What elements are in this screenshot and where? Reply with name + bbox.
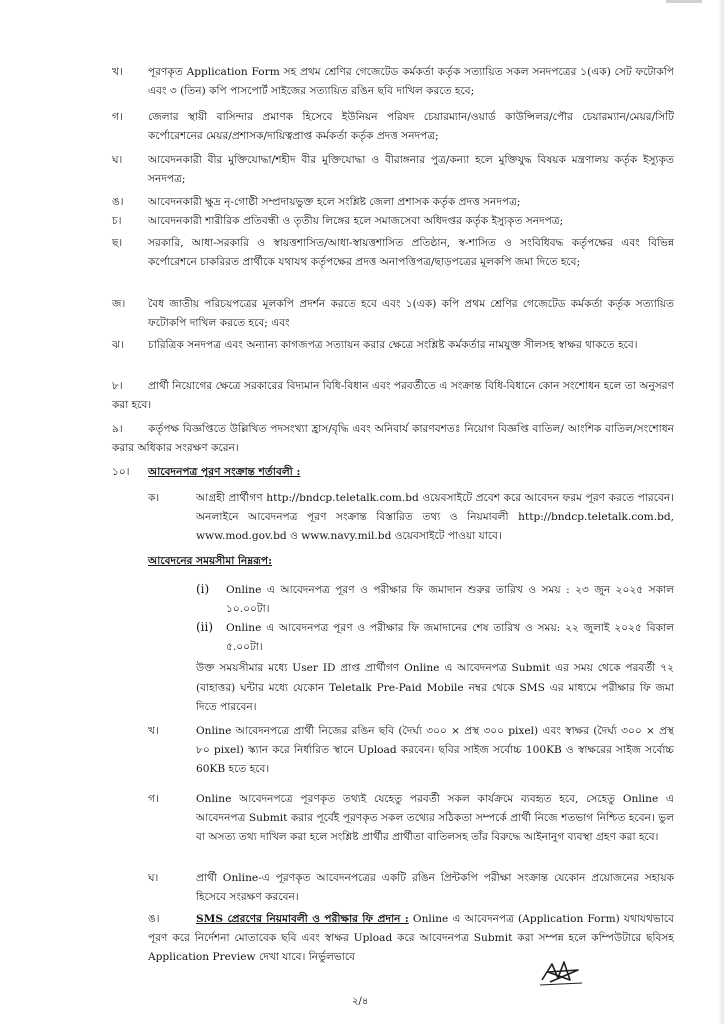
section-10-number: ১০। [112, 466, 130, 478]
page-number: ২/৪ [352, 996, 369, 1007]
item-cha-label: চ। [112, 215, 122, 227]
signature-mark [538, 958, 584, 988]
section-10-uma-label: ঙ। [148, 913, 160, 925]
section-10-gha-text: প্রার্থী Online-এ পূরণকৃত আবেদনপত্রের একটি রঙিন প্রিন্টকপি পরীক্ষা সংক্রান্ত যেকোন প্রয়োজনের সহায়ক হিসেবে সংরক্ষণ করবেন। [196, 872, 674, 903]
sms-rules-text: Online এ আবেদনপত্র (Application Form) যথাযথভাবে পূরণ করে নির্দেশনা মোতাবেক ছবি এবং স্বাক্ষর Upload করে আবেদনপত্র Submit করা সম্পন্ন হলে কম্পিউটারে ছবিসহ Application Preview দেখা যাবে। নির্ভুলভাবে [148, 913, 674, 963]
section-10-gha-label: ঘ। [148, 872, 159, 884]
time-item-1-label: (i) [196, 582, 210, 596]
page-edge-shadow [718, 0, 724, 1024]
item-cha-text: আবেদনকারী শারীরিক প্রতিবন্ধী ও তৃতীয় লিঙ্গের হলে সমাজসেবা অধিদপ্তর কর্তৃক ইস্যুকৃত সনদপত্র; [148, 215, 564, 227]
section-8-number: ৮। [112, 380, 123, 392]
item-jha-text: চারিত্রিক সনদপত্র এবং অন্যান্য কাগজপত্র সত্যায়ন করার ক্ষেত্রে সংশ্লিষ্ট কর্মকর্তার নামযুক্ত সীলসহ স্বাক্ষর থাকতে হবে। [148, 339, 638, 351]
section-10-heading: আবেদনপত্র পূরণ সংক্রান্ত শর্তাবলী : [148, 466, 301, 478]
section-10-ga-text: Online আবেদনপত্রে পূরণকৃত তথ্যই যেহেতু পরবর্তী সকল কার্যক্রমে ব্যবহৃত হবে, সেহেতু Online এ আবেদনপত্র Submit করার পূর্বেই পূরণকৃত সকল তথ্যের সঠিকতা সম্পর্কে প্রার্থী নিজে শতভাগ নিশ্চিত হবেন। ভুল বা অসত্য তথ্য দাখিল করা হলে সংশ্লিষ্ট প্রার্থীর প্রার্থীতা বাতিলসহ তাঁর বিরুদ্ধে আইনানুগ ব্যবস্থা গ্রহণ করা হবে। [196, 793, 674, 843]
section-10-ga-label: গ। [148, 793, 159, 805]
time-item-2-label: (ii) [196, 620, 214, 634]
item-kha-label: খ। [112, 66, 123, 78]
time-item-1-text: Online এ আবেদনপত্র পূরণ ও পরীক্ষার ফি জমাদান শুরুর তারিখ ও সময় : ২৩ জুন ২০২৫ সকাল ১০.০০টা। [226, 584, 674, 615]
section-9-text: কর্তৃপক্ষ বিজ্ঞপ্তিতে উল্লিখিত পদসংখ্যা হ্রাস/বৃদ্ধি এবং অনিবার্য কারণবশতঃ নিয়োগ বিজ্ঞপ্তি বাতিল/ আংশিক বাতিল/সংশোধন করার অধিকার সংরক্ষণ করেন। [112, 423, 674, 454]
item-gha-text: আবেদনকারী বীর মুক্তিযোদ্ধা/শহীদ বীর মুক্তিযোদ্ধা ও বীরাঙ্গনার পুত্র/কন্যা হলে মুক্তিযুদ্ধ বিষয়ক মন্ত্রণালয় কর্তৃক ইস্যুকৃত সনদপত্র; [148, 154, 674, 185]
item-chha-label: ছ। [112, 237, 123, 249]
section-10-ka-label: ক। [148, 492, 160, 504]
section-10-kha-text: Online আবেদনপত্রে প্রার্থী নিজের রঙিন ছবি (দৈর্ঘ্য ৩০০ × প্রস্থ ৩০০ pixel) এবং স্বাক্ষর (দৈর্ঘ্য ৩০০ × প্রস্থ ৮০ pixel) স্ক্যান করে নির্ধারিত স্থানে Upload করবেন। ছবির সাইজ সর্বোচ্চ 100KB ও স্বাক্ষরের সাইজ সর্বোচ্চ 60KB হতে হবে। [196, 725, 674, 775]
item-ga-text: জেলার স্থায়ী বাসিন্দার প্রমাণক হিসেবে ইউনিয়ন পরিষদ চেয়ারম্যান/ওয়ার্ড কাউন্সিলর/পৌর চেয়ারম্যান/মেয়র/সিটি কর্পোরেশনের মেয়র/প্রশাসক/দায়িত্বপ্রাপ্ত কর্মকর্তা কর্তৃক প্রদত্ত সনদপত্র; [148, 111, 674, 142]
top-scan-mark [666, 0, 702, 3]
item-ja-text: বৈধ জাতীয় পরিচয়পত্রের মূলকপি প্রদর্শন করতে হবে এবং ১(এক) কপি প্রথম শ্রেণির গেজেটেড কর্মকর্তা কর্তৃক সত্যায়িত ফটোকপি দাখিল করতে হবে; এবং [148, 298, 674, 329]
item-jha-label: ঝ। [112, 339, 124, 351]
section-10-ka-text: আগ্রহী প্রার্থীগণ http://bndcp.teletalk.com.bd ওয়েবসাইটে প্রবেশ করে আবেদন ফরম পূরণ করতে পারবেন। অনলাইনে আবেদনপত্র পূরণ সংক্রান্ত বিস্তারিত তথ্য ও নিয়মাবলী http://bndcp.teletalk.com.bd, www.mod.gov.bd ও www.navy.mil.bd ওয়েবসাইটে পাওয়া যাবে। [196, 492, 674, 542]
item-uma-text: আবেদনকারী ক্ষুদ্র নৃ-গোষ্ঠী সম্প্রদায়ভুক্ত হলে সংশ্লিষ্ট জেলা প্রশাসক কর্তৃক প্রদত্ত সনদপত্র; [148, 196, 521, 208]
time-item-2-text: Online এ আবেদনপত্র পূরণ ও পরীক্ষার ফি জমাদানের শেষ তারিখ ও সময়: ২২ জুলাই ২০২৫ বিকাল ৫.০০টা। [226, 622, 674, 653]
item-kha-text: পূরণকৃত Application Form সহ প্রথম শ্রেণির গেজেটেড কর্মকর্তা কর্তৃক সত্যায়িত সকল সনদপত্রের ১(এক) সেট ফটোকপি এবং ৩ (তিন) কপি পাসপোর্ট সাইজের সত্যায়িত রঙিন ছবি দাখিল করতে হবে; [148, 66, 674, 97]
section-10-kha-label: খ। [148, 725, 159, 737]
section-8-text: প্রার্থী নিয়োগের ক্ষেত্রে সরকারের বিদ্যমান বিধি-বিধান এবং পরবর্তীতে এ সংক্রান্ত বিধি-বিধানে কোন সংশোধন হলে তা অনুসরণ করা হবে। [112, 380, 674, 411]
item-ja-label: জ। [112, 298, 126, 310]
item-chha-text: সরকারি, আধা-সরকারি ও স্বায়ত্তশাসিত/আধা-স্বায়ত্তশাসিত প্রতিষ্ঠান, স্ব-শাসিত ও সংবিধিবদ্ধ কর্তৃপক্ষের এবং বিভিন্ন কর্পোরেশনে চাকরিরত প্রার্থীকে যথাযথ কর্তৃপক্ষের প্রদত্ত অনাপত্তিপত্র/ছাড়পত্রের মূলকপি জমা দিতে হবে; [148, 237, 674, 268]
item-uma-label: ঙ। [112, 196, 124, 208]
item-ga-label: গ। [112, 111, 123, 123]
time-limit-heading: আবেদনের সময়সীমা নিম্নরূপ: [148, 555, 272, 567]
section-9-number: ৯। [112, 423, 123, 435]
section-10-uma-paragraph [148, 910, 674, 967]
time-limit-note: উক্ত সময়সীমার মধ্যে User ID প্রাপ্ত প্রার্থীগণ Online এ আবেদনপত্র Submit এর সময় থেকে পরবর্তী ৭২ (বাহাত্তর) ঘন্টার মধ্যে যেকোন Teletalk Pre-Paid Mobile নম্বর থেকে SMS এর মাধ্যমে পরীক্ষার ফি জমা দিতে পারবেন। [196, 662, 674, 713]
sms-rules-heading: SMS প্রেরণের নিয়মাবলী ও পরীক্ষার ফি প্রদান : [196, 913, 409, 925]
item-gha-label: ঘ। [112, 154, 123, 166]
